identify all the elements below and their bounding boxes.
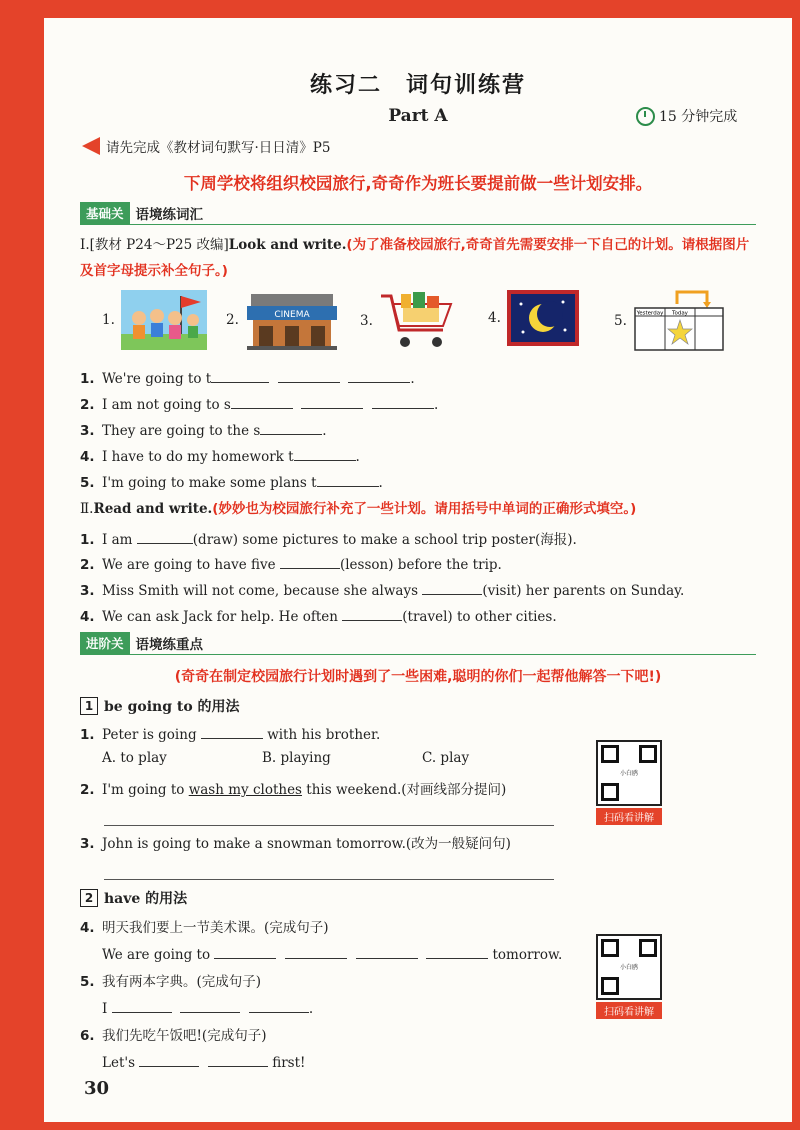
g1-options xyxy=(102,750,782,772)
part-label: Part A xyxy=(388,106,448,126)
q1-item-3: 3. They are going to the s . xyxy=(80,420,760,442)
g1-question-3: 3. John is going to make a snowman tomorrow.(改为一般疑问句) xyxy=(80,836,511,852)
g2-question-5: 5. 我有两本字典。(完成句子) xyxy=(80,974,262,990)
picture-4: 4. xyxy=(488,290,579,346)
section-advanced xyxy=(80,632,756,655)
qr-code-icon[interactable]: 小白鸥 xyxy=(596,740,662,806)
question1-instruction: Ⅰ.[教材 P24～P25 改编]Look and write.(为了准备校园旅行,奇奇首先需要安排一下自己的计划。请根据图片及首字母提示补全句子。) xyxy=(80,237,750,279)
section-title: 语境练重点 xyxy=(135,637,204,653)
qr-code-block-2[interactable] xyxy=(596,934,662,1019)
qr-label: 扫码看讲解 xyxy=(596,808,662,825)
cinema-image xyxy=(245,290,339,350)
scenario-headline: 下周学校将组织校园旅行,奇奇作为班长要提前做一些计划安排。 xyxy=(183,174,653,193)
grammar-heading-1: 1 be going to 的用法 xyxy=(80,696,240,716)
q1-item-2: 2. I am not going to s . xyxy=(80,394,760,416)
notice xyxy=(82,136,330,156)
page xyxy=(44,18,792,1122)
picture-1: 1. xyxy=(102,290,207,350)
underlined-phrase: wash my clothes xyxy=(188,782,302,798)
section-tag: 进阶关 xyxy=(80,632,130,654)
g2-answer-5: I . xyxy=(102,998,782,1020)
timer-badge xyxy=(636,106,737,126)
g2-answer-4: We are going to tomorrow. xyxy=(102,944,782,966)
page-number: 30 xyxy=(84,1078,110,1099)
picture-3: 3. xyxy=(360,290,455,352)
question2-instruction: Ⅱ.Read and write.(妙妙也为校园旅行补充了一些计划。请用括号中单词的正确形式填空。) xyxy=(80,501,637,517)
calendar-today-label: Today xyxy=(671,310,688,317)
section-title: 语境练词汇 xyxy=(135,207,204,223)
cinema-sign: CINEMA xyxy=(274,310,310,320)
night-moon-image xyxy=(507,290,579,346)
picture-5: 5. Yesterday Today xyxy=(614,290,725,352)
q2-item-4: 4. We can ask Jack for help. He often (travel) to other cities. xyxy=(80,606,760,628)
picture-2: 2. CINEMA xyxy=(226,290,339,350)
option-a[interactable]: A. to play xyxy=(102,750,167,766)
q1-item-4: 4. I have to do my homework t . xyxy=(80,446,760,468)
qr-label: 扫码看讲解 xyxy=(596,1002,662,1019)
scenario-headline-2: (奇奇在制定校园旅行计划时遇到了一些困难,聪明的你们一起帮他解答一下吧!) xyxy=(174,669,662,685)
g2-question-4: 4. 明天我们要上一节美术课。(完成句子) xyxy=(80,920,329,936)
section-tag: 基础关 xyxy=(80,202,130,224)
megaphone-icon xyxy=(82,137,100,155)
calendar-image xyxy=(633,290,725,352)
picture-row xyxy=(102,290,752,360)
calendar-yesterday-label: Yesterday xyxy=(636,310,664,317)
q1-item-1: 1. We're going to t . xyxy=(80,368,760,390)
q1-item-5: 5. I'm going to make some plans t . xyxy=(80,472,760,494)
answer-line[interactable] xyxy=(104,824,554,826)
timer-text: 15 分钟完成 xyxy=(659,109,738,125)
g1-question-2: 2. I'm going to wash my clothes this weekend.(对画线部分提问) xyxy=(80,782,507,798)
notice-text: 请先完成《教材词句默写·日日清》P5 xyxy=(106,140,331,156)
g2-answer-6: Let's first! xyxy=(102,1052,782,1074)
q2-item-2: 2. We are going to have five (lesson) before the trip. xyxy=(80,554,760,576)
g1-question-1: 1. Peter is going with his brother. xyxy=(80,724,760,746)
option-b[interactable]: B. playing xyxy=(262,750,331,766)
shopping-cart-image xyxy=(379,290,455,352)
clock-icon xyxy=(636,107,655,126)
q2-item-3: 3. Miss Smith will not come, because she always (visit) her parents on Sunday. xyxy=(80,580,760,602)
section-basic xyxy=(80,202,756,225)
qr-code-icon[interactable]: 小白鸥 xyxy=(596,934,662,1000)
q2-item-1: 1. I am (draw) some pictures to make a school trip poster(海报). xyxy=(80,528,760,550)
g2-question-6: 6. 我们先吃午饭吧!(完成句子) xyxy=(80,1028,267,1044)
grammar-heading-2: 2 have 的用法 xyxy=(80,888,187,908)
school-trip-image xyxy=(121,290,207,350)
answer-line[interactable] xyxy=(104,878,554,880)
qr-code-block-1[interactable] xyxy=(596,740,662,825)
page-title: 练习二 词句训练营 xyxy=(309,73,526,98)
option-c[interactable]: C. play xyxy=(422,750,470,766)
